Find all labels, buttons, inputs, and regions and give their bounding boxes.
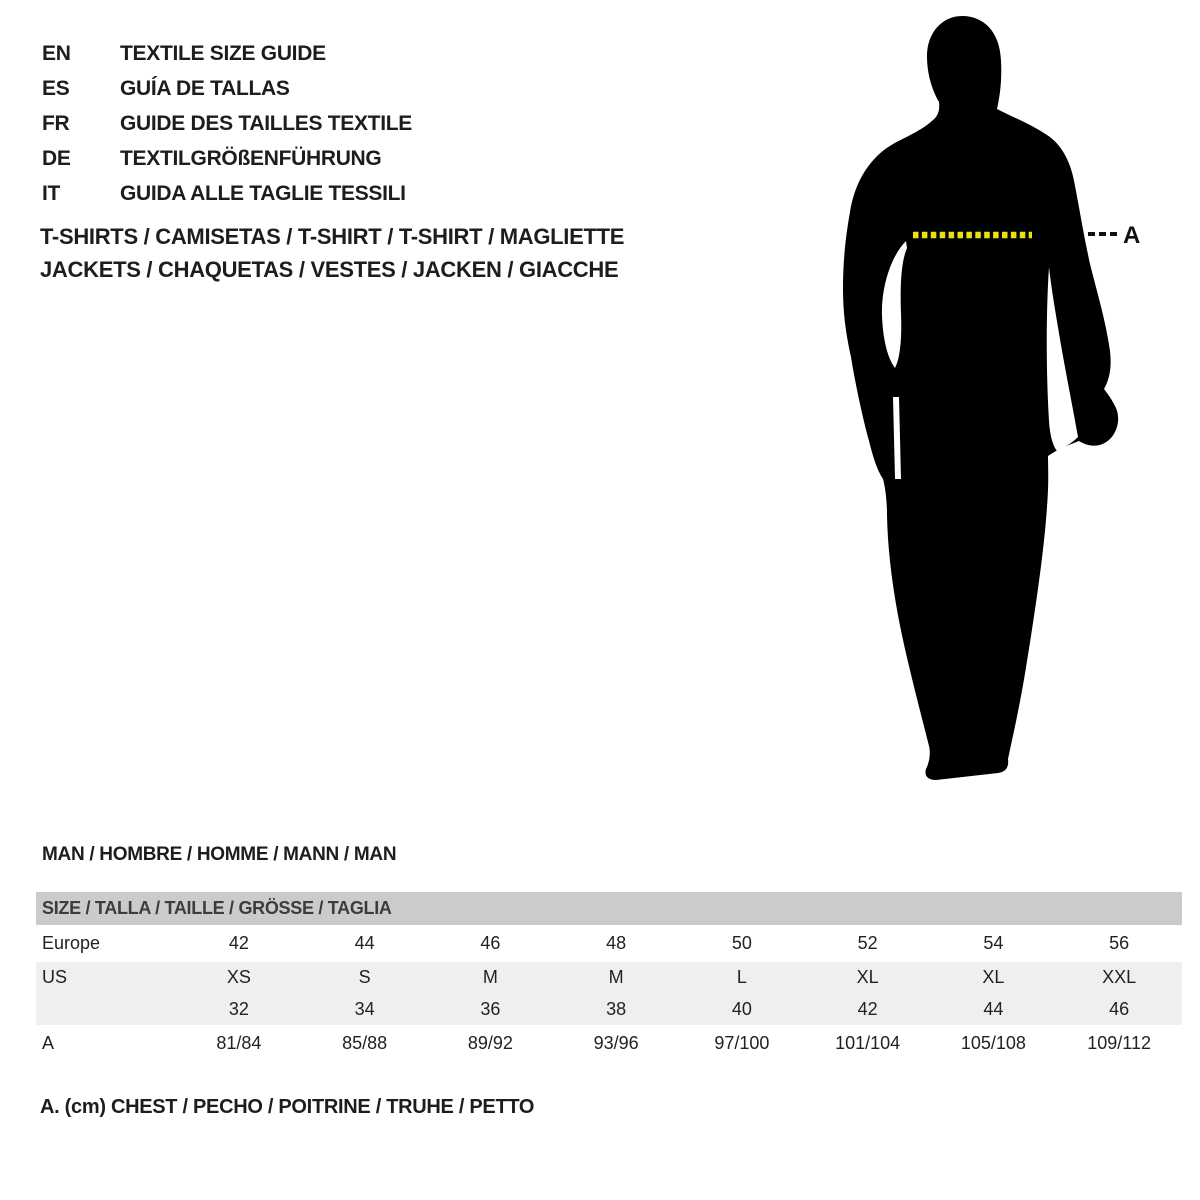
size-cell: 34 <box>354 999 375 1019</box>
row-label: Europe <box>42 933 101 953</box>
row-label: A <box>42 1033 55 1053</box>
language-title: GUIDA ALLE TAGLIE TESSILI <box>120 182 406 205</box>
table-row-numeric <box>36 993 1182 1025</box>
measure-label-a: A <box>1123 222 1141 249</box>
language-code: ES <box>42 77 70 100</box>
size-cell: XL <box>856 967 879 987</box>
size-cell: 52 <box>857 933 878 953</box>
language-row-it <box>42 176 412 211</box>
language-code: EN <box>42 42 71 65</box>
size-cell: S <box>358 967 371 987</box>
size-table-header: SIZE / TALLA / TAILLE / GRÖSSE / TAGLIA <box>36 892 1182 925</box>
man-silhouette-figure <box>830 0 1200 800</box>
section-title-man: MAN / HOMBRE / HOMME / MANN / MAN <box>42 844 397 865</box>
man-silhouette <box>843 16 1118 780</box>
size-cell: 48 <box>606 933 627 953</box>
size-cell: 109/112 <box>1087 1033 1151 1053</box>
language-row-en <box>42 36 412 71</box>
language-code: FR <box>42 112 70 135</box>
size-cell: 36 <box>480 999 501 1019</box>
size-cell: 101/104 <box>835 1033 901 1053</box>
language-title-block <box>42 36 412 211</box>
size-table <box>36 892 1182 1062</box>
product-line-jackets: JACKETS / CHAQUETAS / VESTES / JACKEN / GIACCHE <box>40 257 619 282</box>
size-cell: 50 <box>731 933 752 953</box>
language-row-de <box>42 141 412 176</box>
language-title: TEXTILGRÖßENFÜHRUNG <box>120 147 382 170</box>
table-row-europe <box>36 925 1182 962</box>
product-category-block <box>40 220 624 286</box>
size-cell: M <box>608 967 624 987</box>
size-cell: 44 <box>983 999 1004 1019</box>
size-cell: 46 <box>480 933 501 953</box>
size-cell: 42 <box>857 999 878 1019</box>
size-cell: 42 <box>228 933 249 953</box>
language-code: IT <box>42 182 61 205</box>
size-cell: 46 <box>1109 999 1130 1019</box>
size-cell: 54 <box>983 933 1004 953</box>
language-row-fr <box>42 106 412 141</box>
table-row-us <box>36 962 1182 993</box>
size-cell: XS <box>226 967 251 987</box>
language-row-es <box>42 71 412 106</box>
row-label: US <box>42 967 68 987</box>
size-cell: XXL <box>1102 967 1137 987</box>
product-line-tshirts: T-SHIRTS / CAMISETAS / T-SHIRT / T-SHIRT / MAGLIETTE <box>40 224 625 249</box>
size-cell: 32 <box>228 999 249 1019</box>
size-cell: 93/96 <box>593 1033 639 1053</box>
size-cell: XL <box>982 967 1005 987</box>
size-cell: 56 <box>1109 933 1130 953</box>
size-cell: 38 <box>606 999 627 1019</box>
row-label <box>36 993 176 1025</box>
language-title: TEXTILE SIZE GUIDE <box>120 42 326 65</box>
size-cell: 89/92 <box>467 1033 513 1053</box>
size-cell: 85/88 <box>342 1033 388 1053</box>
table-row-chest-a <box>36 1025 1182 1062</box>
measurement-footnote: A. (cm) CHEST / PECHO / POITRINE / TRUHE / PETTO <box>40 1096 535 1118</box>
size-cell: L <box>736 967 747 987</box>
size-cell: 97/100 <box>714 1033 770 1053</box>
language-title: GUÍA DE TALLAS <box>120 77 290 100</box>
size-cell: 44 <box>354 933 375 953</box>
language-code: DE <box>42 147 71 170</box>
size-cell: 81/84 <box>216 1033 262 1053</box>
size-cell: 105/108 <box>960 1033 1026 1053</box>
size-cell: 40 <box>731 999 752 1019</box>
size-cell: M <box>482 967 498 987</box>
language-title: GUIDE DES TAILLES TEXTILE <box>120 112 412 135</box>
